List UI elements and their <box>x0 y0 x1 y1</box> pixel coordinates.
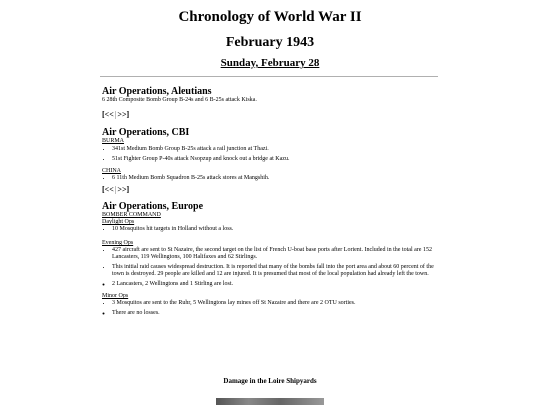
prev-link[interactable]: [<< <box>102 185 114 194</box>
day-heading <box>0 57 540 69</box>
list-item: • 427 aircraft are sent to St Nazaire, the second target on the list of French U-boat base ports after Lorient. Included in the total are 152 Lancasters, 119 Wellingtons, 100 Halifaxes and 62 Stirlings. <box>112 247 438 261</box>
list-item: • 10 Mosquitos hit targets in Holland without a loss. <box>112 226 438 233</box>
daylight-ops-label <box>102 219 438 226</box>
evening-ops-label: Evening Ops <box>102 240 134 246</box>
section-title-europe: Air Operations, Europe <box>102 201 204 212</box>
nav-links <box>102 185 438 194</box>
next-link[interactable]: >>] <box>117 185 130 194</box>
shipyard-photo <box>216 398 324 405</box>
image-caption: Damage in the Loire Shipyards <box>223 377 317 385</box>
evening-sublist <box>102 281 438 288</box>
day-heading-text: Sunday, February 28 <box>220 57 320 69</box>
china-label: CHINA <box>102 168 121 174</box>
daylight-ops-text: Daylight Ops <box>102 219 135 225</box>
list-item: • 51st Fighter Group P-40s attack Nsopzup and knock out a bridge at Kazu. <box>112 156 438 163</box>
list-item: • 341st Medium Bomb Group B-25s attack a rail junction at Thazi. <box>112 146 438 153</box>
list-item: • 6 11th Medium Bomb Squadron B-25s attack stores at Mangshih. <box>112 175 438 182</box>
burma-label: BURMA <box>102 138 125 144</box>
minor-ops-label: Minor Ops <box>102 293 129 299</box>
list-item: ◦ 2 Lancasters, 2 Wellingtons and 1 Stirling are lost. <box>112 281 438 288</box>
china-list <box>102 175 438 182</box>
nav-separator: | <box>114 110 117 119</box>
nav-separator: | <box>114 185 117 194</box>
minor-sublist <box>102 310 438 317</box>
section-title-aleutians: Air Operations, Aleutians <box>102 86 212 97</box>
prev-link[interactable]: [<< <box>102 110 114 119</box>
nav-links <box>102 110 438 119</box>
evening-list <box>102 247 438 278</box>
section-title-cbi: Air Operations, CBI <box>102 127 190 138</box>
list-item: • 3 Mosquitos are sent to the Ruhr, 5 Wellingtons lay mines off St Nazaire and there are 2 OTU sorties. <box>112 300 438 307</box>
next-link[interactable]: >>] <box>117 110 130 119</box>
daylight-list <box>102 226 438 233</box>
aleutians-text: 6 28th Composite Bomb Group B-24s and 6 B-25s attack Kiska. <box>102 97 257 103</box>
list-item: ◦ There are no losses. <box>112 310 438 317</box>
bomber-command-label: BOMBER COMMAND <box>102 212 161 218</box>
burma-list <box>102 146 438 163</box>
list-item: • This initial raid causes widespread destruction. It is reported that many of the bombs fall into the port area and about 60 percent of the town is destroyed. 29 people are killed and 12 are injured. It is presumed that most of the local population had already left the town. <box>112 264 438 278</box>
month-heading: February 1943 <box>225 35 315 50</box>
divider <box>100 76 438 77</box>
content <box>102 86 438 317</box>
page-title: Chronology of World War II <box>178 9 362 25</box>
minor-list <box>102 300 438 307</box>
